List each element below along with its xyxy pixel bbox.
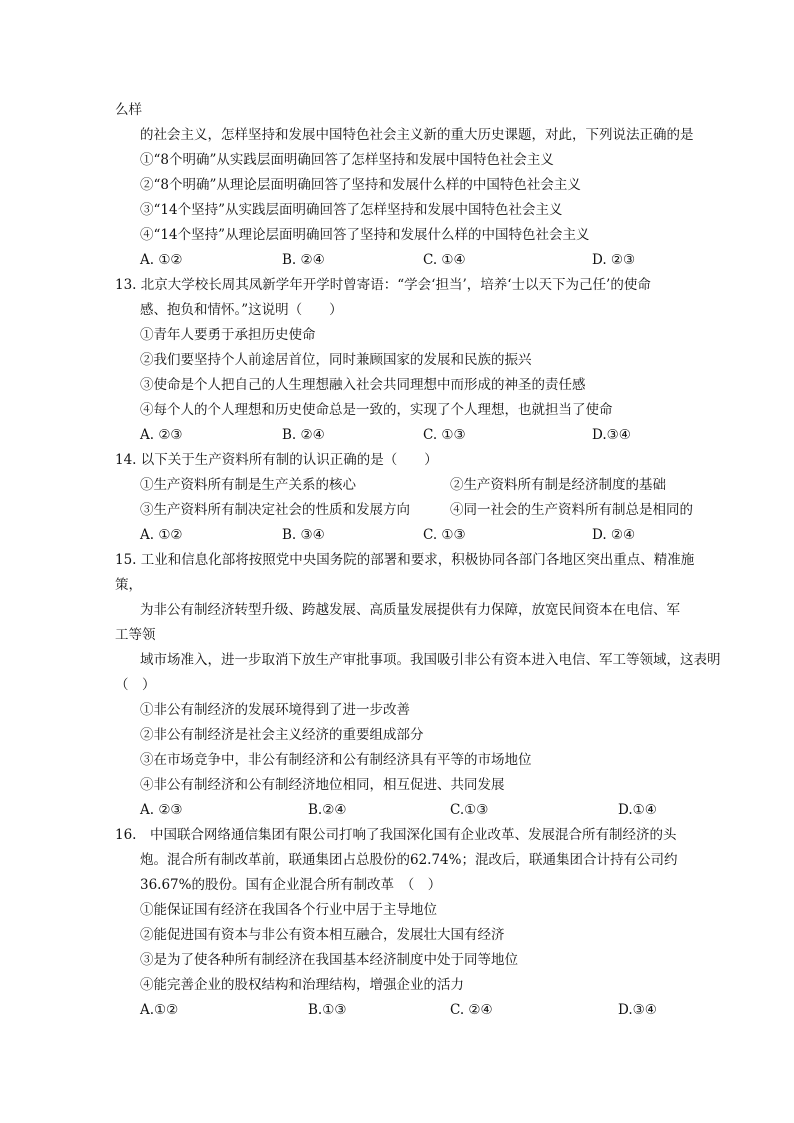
q15-stem-line6: （ ）	[115, 677, 156, 693]
q14-option-a: A. ①②	[140, 527, 183, 543]
q15-item-2: ②非公有制经济是社会主义经济的重要组成部分	[140, 727, 424, 743]
q12-item-4: ④“14个坚持”从理论层面明确回答了坚持和发展什么样的中国特色社会主义	[140, 227, 590, 243]
q15-option-b: B.②④	[308, 802, 347, 818]
q13-option-a: A. ②③	[140, 427, 183, 443]
q13-stem-line2: 感、抱负和情怀。”这说明（ ）	[140, 302, 343, 318]
q15-stem-line1: 15. 工业和信息化部将按照党中央国务院的部署和要求，积极协同各部门各地区突出重点、精准施	[115, 552, 695, 568]
q16-item-1: ①能保证国有经济在我国各个行业中居于主导地位	[140, 902, 437, 918]
q14-option-c: C. ①③	[423, 527, 466, 543]
q16-item-2: ②能促进国有资本与非公有资本相互融合，发展壮大国有经济	[140, 927, 505, 943]
q14-item-2: ②生产资料所有制是经济制度的基础	[450, 477, 666, 493]
q14-option-b: B. ③④	[282, 527, 325, 543]
q12-item-1: ①“8个明确”从实践层面明确回答了怎样坚持和发展中国特色社会主义	[140, 152, 554, 168]
q13-item-4: ④每个人的个人理想和历史使命总是一致的，实现了个人理想，也就担当了使命	[140, 402, 613, 418]
q15-item-1: ①非公有制经济的发展环境得到了进一步改善	[140, 702, 410, 718]
q13-option-d: D.③④	[592, 427, 631, 443]
q16-stem-line3: 36.67%的股份。国有企业混合所有制改革 （ ）	[140, 877, 442, 893]
q14-option-d: D. ②④	[592, 527, 636, 543]
q14-item-3: ③生产资料所有制决定社会的性质和发展方向	[140, 502, 410, 518]
q15-stem-line4: 工等领	[115, 627, 156, 643]
q14-stem: 14. 以下关于生产资料所有制的认识正确的是（ ）	[115, 452, 438, 468]
q12-continuation: 么样	[115, 102, 142, 118]
q12-option-a: A. ①②	[140, 252, 183, 268]
q14-item-4: ④同一社会的生产资料所有制总是相同的	[450, 502, 693, 518]
q12-option-c: C. ①④	[423, 252, 466, 268]
q12-item-3: ③“14个坚持”从实践层面明确回答了怎样坚持和发展中国特色社会主义	[140, 202, 563, 218]
q15-stem-line3: 为非公有制经济转型升级、跨越发展、高质量发展提供有力保障，放宽民间资本在电信、军	[140, 602, 680, 618]
q13-item-2: ②我们要坚持个人前途居首位，同时兼顾国家的发展和民族的振兴	[140, 352, 532, 368]
q15-stem-line5: 域市场准入，进一步取消下放生产审批事项。我国吸引非公有资本进入电信、军工等领域，这表明	[140, 652, 721, 668]
q12-stem: 的社会主义，怎样坚持和发展中国特色社会主义新的重大历史课题，对此，下列说法正确的是	[140, 127, 694, 143]
q15-option-c: C.①③	[450, 802, 489, 818]
q15-item-4: ④非公有制经济和公有制经济地位相同，相互促进、共同发展	[140, 777, 505, 793]
q13-stem-line1: 13. 北京大学校长周其凤新学年开学时曾寄语：“学会‘担当’，培养‘士以天下为己任’的使命	[115, 277, 651, 293]
q15-option-d: D.①④	[618, 802, 657, 818]
q16-option-b: B.①③	[308, 1002, 347, 1018]
q16-item-4: ④能完善企业的股权结构和治理结构，增强企业的活力	[140, 977, 464, 993]
q16-stem-line2: 炮。混合所有制改革前，联通集团占总股份的62.74%；混改后，联通集团合计持有公司约	[140, 852, 678, 868]
q16-stem-line1: 16. 中国联合网络通信集团有限公司打响了我国深化国有企业改革、发展混合所有制经济的头	[115, 827, 677, 843]
q13-item-3: ③使命是个人把自己的人生理想融入社会共同理想中而形成的神圣的责任感	[140, 377, 586, 393]
q12-option-b: B. ②④	[282, 252, 325, 268]
q13-item-1: ①青年人要勇于承担历史使命	[140, 327, 316, 343]
q12-item-2: ②“8个明确”从理论层面明确回答了坚持和发展什么样的中国特色社会主义	[140, 177, 581, 193]
q16-option-a: A.①②	[140, 1002, 179, 1018]
q14-item-1: ①生产资料所有制是生产关系的核心	[140, 477, 356, 493]
q13-option-b: B. ②④	[282, 427, 325, 443]
q16-item-3: ③是为了使各种所有制经济在我国基本经济制度中处于同等地位	[140, 952, 518, 968]
q16-option-d: D.③④	[618, 1002, 657, 1018]
q15-item-3: ③在市场竞争中，非公有制经济和公有制经济具有平等的市场地位	[140, 752, 532, 768]
q12-option-d: D. ②③	[592, 252, 636, 268]
q15-stem-line2: 策，	[115, 577, 142, 593]
q16-option-c: C. ②④	[450, 1002, 493, 1018]
q15-option-a: A. ②③	[140, 802, 183, 818]
q13-option-c: C. ①③	[423, 427, 466, 443]
